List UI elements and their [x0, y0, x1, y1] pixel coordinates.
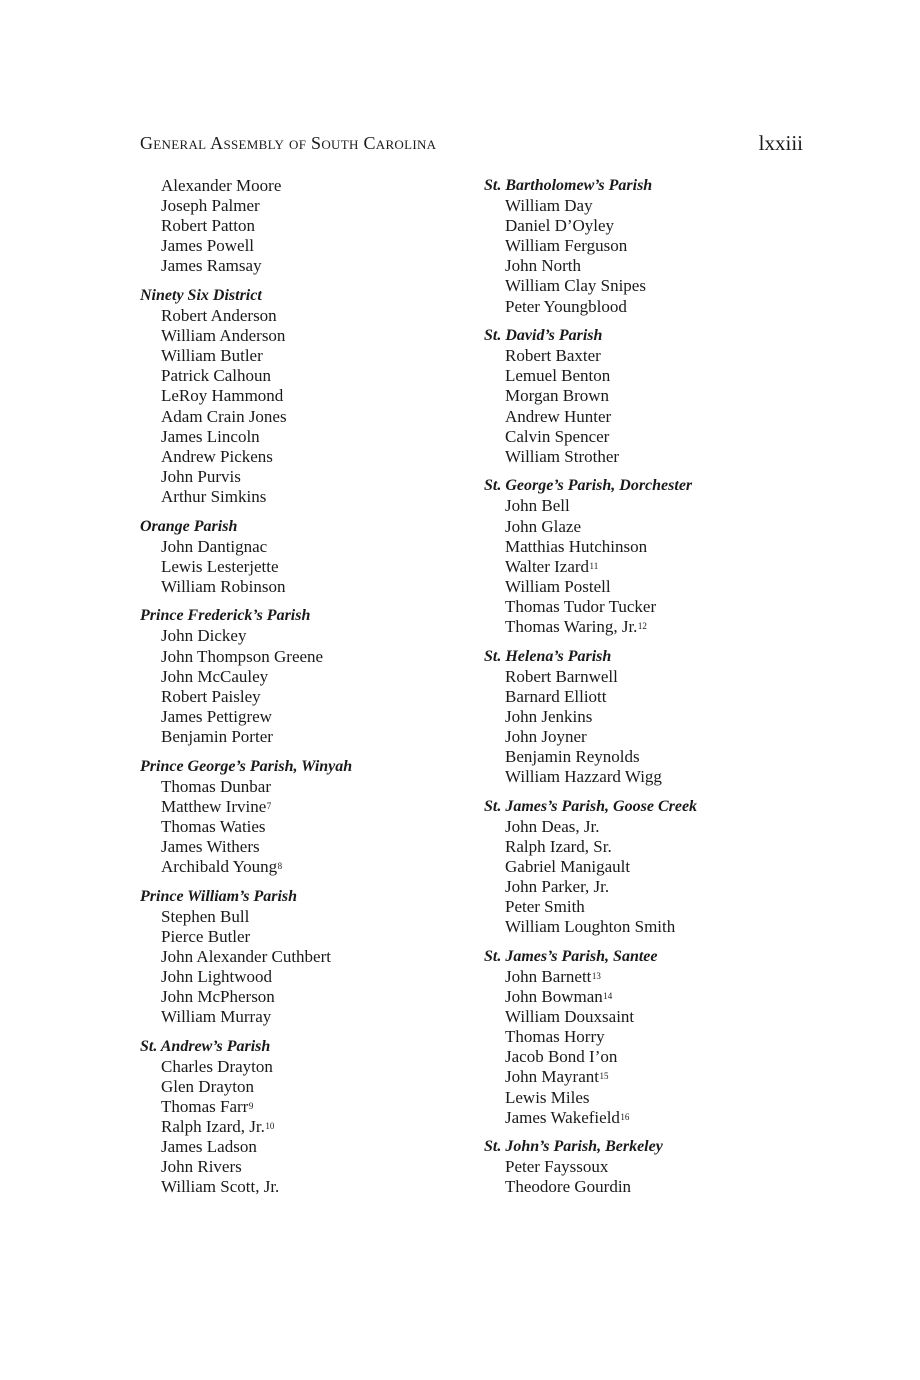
- member-entry: [161, 626, 460, 646]
- member-name: John Jenkins: [505, 706, 593, 726]
- member-entry: [505, 1108, 814, 1128]
- member-entry: [505, 427, 814, 447]
- member-name: William Scott, Jr.: [161, 1177, 280, 1197]
- member-name: Andrew Hunter: [505, 406, 612, 426]
- member-entry: [161, 1177, 460, 1197]
- member-entry: [161, 987, 460, 1007]
- member-entry: [161, 667, 460, 687]
- member-entry: [505, 366, 814, 386]
- running-header: [140, 128, 803, 158]
- member-entry: [161, 1117, 460, 1137]
- district-heading: Prince George’s Parish, Winyah: [140, 757, 353, 775]
- member-name: Calvin Spencer: [505, 426, 610, 446]
- member-entry: [505, 1157, 814, 1177]
- footnote-marker: 15: [599, 1071, 609, 1082]
- member-name: Walter Izard: [505, 556, 590, 576]
- member-list: [484, 667, 814, 788]
- member-name: William Loughton Smith: [505, 917, 676, 937]
- member-name: Barnard Elliott: [505, 686, 607, 706]
- member-name: John Deas, Jr.: [505, 816, 600, 836]
- member-entry: [161, 196, 460, 216]
- member-entry: [505, 1088, 814, 1108]
- member-entry: [161, 967, 460, 987]
- member-entry: [161, 467, 460, 487]
- member-entry: [505, 767, 814, 787]
- member-entry: [505, 496, 814, 516]
- member-name: Matthias Hutchinson: [505, 536, 648, 556]
- member-entry: [161, 386, 460, 406]
- member-name: Robert Paisley: [161, 686, 261, 706]
- member-name: Thomas Horry: [505, 1027, 605, 1047]
- member-entry: [161, 1077, 460, 1097]
- member-entry: [161, 346, 460, 366]
- member-name: Archibald Young: [161, 857, 278, 876]
- footnote-marker: 7: [266, 800, 272, 811]
- section-st-davids-parish: [484, 326, 814, 467]
- section-prince-fredericks-parish: [140, 606, 460, 747]
- member-entry: [161, 447, 460, 467]
- member-entry: [161, 837, 460, 857]
- member-name: Charles Drayton: [161, 1056, 273, 1076]
- district-heading: St. George’s Parish, Dorchester: [484, 477, 693, 495]
- member-name: Matthew Irvine: [161, 796, 267, 816]
- member-list: [140, 1057, 460, 1198]
- member-name: Andrew Pickens: [161, 446, 273, 466]
- member-list: [484, 967, 814, 1128]
- member-entry: [161, 687, 460, 707]
- member-name: John Mayrant: [505, 1067, 599, 1087]
- section-st-jamess-parish-santee: [484, 947, 814, 1128]
- member-name: Thomas Waring, Jr.: [505, 616, 638, 636]
- member-name: Joseph Palmer: [161, 196, 260, 216]
- member-name: Robert Baxter: [505, 346, 601, 366]
- member-entry: [161, 1057, 460, 1077]
- member-entry: [161, 927, 460, 947]
- member-list: [140, 537, 460, 597]
- member-entry: [505, 727, 814, 747]
- member-name: John McPherson: [161, 987, 275, 1007]
- member-name: Thomas Farr: [161, 1097, 249, 1117]
- member-name: James Withers: [161, 836, 260, 856]
- member-name: James Lincoln: [161, 426, 260, 446]
- member-name: Lemuel Benton: [505, 366, 611, 386]
- member-name: John Thompson Greene: [161, 646, 324, 666]
- member-entry: [505, 196, 814, 216]
- member-name: Thomas Waties: [161, 816, 266, 836]
- member-name: John North: [505, 256, 582, 276]
- member-entry: [161, 216, 460, 236]
- member-entry: [505, 557, 814, 577]
- member-name: John Parker, Jr.: [505, 877, 610, 897]
- member-name: William Douxsaint: [505, 1007, 635, 1027]
- member-entry: [161, 777, 460, 797]
- member-entry: [505, 346, 814, 366]
- member-name: John Joyner: [505, 726, 587, 746]
- member-entry: [161, 907, 460, 927]
- member-name: Theodore Gourdin: [505, 1177, 632, 1197]
- section-continued: [140, 176, 460, 276]
- member-name: Alexander Moore: [161, 176, 282, 195]
- section-orange-parish: [140, 517, 460, 597]
- footnote-marker: 14: [603, 991, 613, 1002]
- member-name: Patrick Calhoun: [161, 366, 272, 386]
- district-heading: Ninety Six District: [140, 286, 262, 304]
- section-st-georges-parish-dorchester: [484, 476, 814, 637]
- member-entry: [161, 407, 460, 427]
- member-entry: [161, 817, 460, 837]
- member-entry: [505, 1027, 814, 1047]
- member-entry: [505, 837, 814, 857]
- district-heading: St. Andrew’s Parish: [140, 1037, 271, 1055]
- member-entry: [161, 427, 460, 447]
- member-entry: [161, 537, 460, 557]
- member-entry: [161, 577, 460, 597]
- member-entry: [161, 857, 460, 877]
- section-st-jamess-parish-goose-creek: [484, 797, 814, 938]
- member-name: William Robinson: [161, 576, 286, 596]
- member-entry: [505, 687, 814, 707]
- footnote-marker: 10: [265, 1121, 275, 1132]
- member-entry: [505, 1047, 814, 1067]
- running-title: General Assembly of South Carolina: [140, 133, 437, 153]
- member-entry: [505, 386, 814, 406]
- footnote-marker: 16: [620, 1111, 630, 1122]
- member-name: Gabriel Manigault: [505, 857, 631, 876]
- member-entry: [505, 617, 814, 637]
- member-name: Stephen Bull: [161, 906, 250, 926]
- footnote-marker: 13: [591, 970, 601, 981]
- district-heading: St. Bartholomew’s Parish: [484, 177, 653, 194]
- section-st-andrews-parish: [140, 1037, 460, 1198]
- member-entry: [161, 326, 460, 346]
- member-entry: [505, 667, 814, 687]
- district-heading: St. James’s Parish, Goose Creek: [484, 797, 698, 815]
- member-name: William Strother: [505, 446, 620, 466]
- member-list: [140, 777, 460, 877]
- member-entry: [161, 797, 460, 817]
- member-name: James Ramsay: [161, 256, 262, 276]
- member-entry: [161, 1137, 460, 1157]
- member-entry: [161, 1157, 460, 1177]
- member-entry: [161, 256, 460, 276]
- member-list: [484, 817, 814, 938]
- member-name: Peter Youngblood: [505, 296, 627, 316]
- member-name: John Rivers: [161, 1157, 242, 1177]
- member-entry: [161, 236, 460, 256]
- section-prince-georges-parish-winyah: [140, 757, 460, 878]
- member-entry: [505, 597, 814, 617]
- district-heading: St. David’s Parish: [484, 327, 603, 345]
- footnote-marker: 8: [277, 861, 283, 871]
- member-name: LeRoy Hammond: [161, 386, 284, 406]
- member-entry: [505, 747, 814, 767]
- member-name: Morgan Brown: [505, 386, 610, 406]
- member-entry: [505, 917, 814, 937]
- member-name: William Hazzard Wigg: [505, 767, 662, 787]
- member-name: John Purvis: [161, 466, 241, 486]
- right-column: [484, 176, 814, 1207]
- district-heading: St. Helena’s Parish: [484, 647, 612, 665]
- member-name: Benjamin Reynolds: [505, 747, 640, 767]
- member-name: Pierce Butler: [161, 926, 251, 946]
- section-prince-williams-parish: [140, 887, 460, 1028]
- district-heading: St. John’s Parish, Berkeley: [484, 1138, 663, 1156]
- member-list: [140, 626, 460, 747]
- member-name: William Butler: [161, 346, 263, 366]
- member-name: Peter Fayssoux: [505, 1157, 609, 1177]
- member-name: James Ladson: [161, 1137, 257, 1157]
- district-heading: Prince William’s Parish: [140, 887, 298, 905]
- member-name: John Bowman: [505, 987, 603, 1007]
- member-entry: [505, 877, 814, 897]
- member-name: William Murray: [161, 1007, 272, 1027]
- member-name: Robert Patton: [161, 216, 255, 236]
- member-name: Glen Drayton: [161, 1076, 255, 1096]
- section-st-helenas-parish: [484, 647, 814, 788]
- member-entry: [505, 577, 814, 597]
- footnote-marker: 11: [589, 560, 599, 571]
- member-entry: [505, 407, 814, 427]
- member-name: John Lightwood: [161, 966, 272, 986]
- member-name: William Ferguson: [505, 236, 628, 256]
- member-entry: [161, 557, 460, 577]
- member-name: Lewis Miles: [505, 1087, 590, 1107]
- member-list: [484, 496, 814, 637]
- member-name: John McCauley: [161, 666, 269, 686]
- member-list: [140, 306, 460, 507]
- footnote-marker: 9: [248, 1101, 254, 1112]
- member-entry: [161, 727, 460, 747]
- member-name: William Anderson: [161, 326, 286, 346]
- member-entry: [505, 276, 814, 296]
- member-name: Thomas Tudor Tucker: [505, 596, 657, 616]
- member-entry: [505, 537, 814, 557]
- member-name: William Clay Snipes: [505, 276, 646, 296]
- member-entry: [505, 1067, 814, 1087]
- member-name: Adam Crain Jones: [161, 406, 287, 426]
- member-name: John Dantignac: [161, 536, 268, 556]
- member-entry: [505, 817, 814, 837]
- member-entry: [505, 857, 814, 877]
- member-name: John Bell: [505, 496, 570, 516]
- member-name: Daniel D’Oyley: [505, 216, 615, 236]
- member-list: [484, 1157, 814, 1197]
- member-name: William Postell: [505, 576, 611, 596]
- page-number: lxxiii: [758, 131, 803, 155]
- member-entry: [505, 236, 814, 256]
- section-st-bartholomews-parish: [484, 176, 814, 317]
- member-name: Peter Smith: [505, 897, 585, 917]
- member-entry: [505, 256, 814, 276]
- member-entry: [161, 707, 460, 727]
- member-entry: [505, 517, 814, 537]
- member-name: James Powell: [161, 236, 255, 256]
- member-name: Robert Barnwell: [505, 666, 618, 686]
- member-entry: [505, 987, 814, 1007]
- member-entry: [161, 947, 460, 967]
- member-entry: [161, 366, 460, 386]
- member-entry: [505, 447, 814, 467]
- member-name: Benjamin Porter: [161, 726, 273, 746]
- member-name: Jacob Bond I’on: [505, 1047, 618, 1067]
- member-name: Thomas Dunbar: [161, 776, 272, 796]
- member-entry: [161, 176, 460, 196]
- district-heading: Prince Frederick’s Parish: [140, 607, 311, 625]
- member-entry: [505, 216, 814, 236]
- district-heading: St. James’s Parish, Santee: [484, 947, 658, 965]
- member-entry: [161, 306, 460, 326]
- member-entry: [161, 1007, 460, 1027]
- member-list: [140, 907, 460, 1028]
- member-name: John Glaze: [505, 516, 582, 536]
- member-name: John Alexander Cuthbert: [161, 946, 331, 966]
- member-name: Ralph Izard, Jr.: [161, 1117, 265, 1137]
- member-entry: [505, 967, 814, 987]
- member-name: William Day: [505, 196, 593, 216]
- member-entry: [161, 487, 460, 507]
- member-entry: [505, 1177, 814, 1197]
- member-name: Robert Anderson: [161, 306, 277, 326]
- member-entry: [505, 897, 814, 917]
- member-name: John Barnett: [505, 966, 592, 986]
- footnote-marker: 12: [637, 620, 647, 631]
- section-ninety-six-district: [140, 286, 460, 507]
- member-entry: [505, 1007, 814, 1027]
- member-name: James Pettigrew: [161, 706, 272, 726]
- member-entry: [161, 647, 460, 667]
- section-st-johns-parish-berkeley: [484, 1137, 814, 1197]
- member-name: John Dickey: [161, 626, 247, 646]
- member-entry: [161, 1097, 460, 1117]
- member-list: [484, 196, 814, 317]
- member-entry: [505, 707, 814, 727]
- member-list: [484, 346, 814, 467]
- member-list: [140, 176, 460, 276]
- member-name: Lewis Lesterjette: [161, 556, 279, 576]
- member-name: James Wakefield: [505, 1107, 620, 1127]
- member-entry: [505, 297, 814, 317]
- district-heading: Orange Parish: [140, 517, 238, 535]
- member-name: Arthur Simkins: [161, 486, 267, 506]
- left-column: [140, 176, 460, 1207]
- member-name: Ralph Izard, Sr.: [505, 836, 612, 856]
